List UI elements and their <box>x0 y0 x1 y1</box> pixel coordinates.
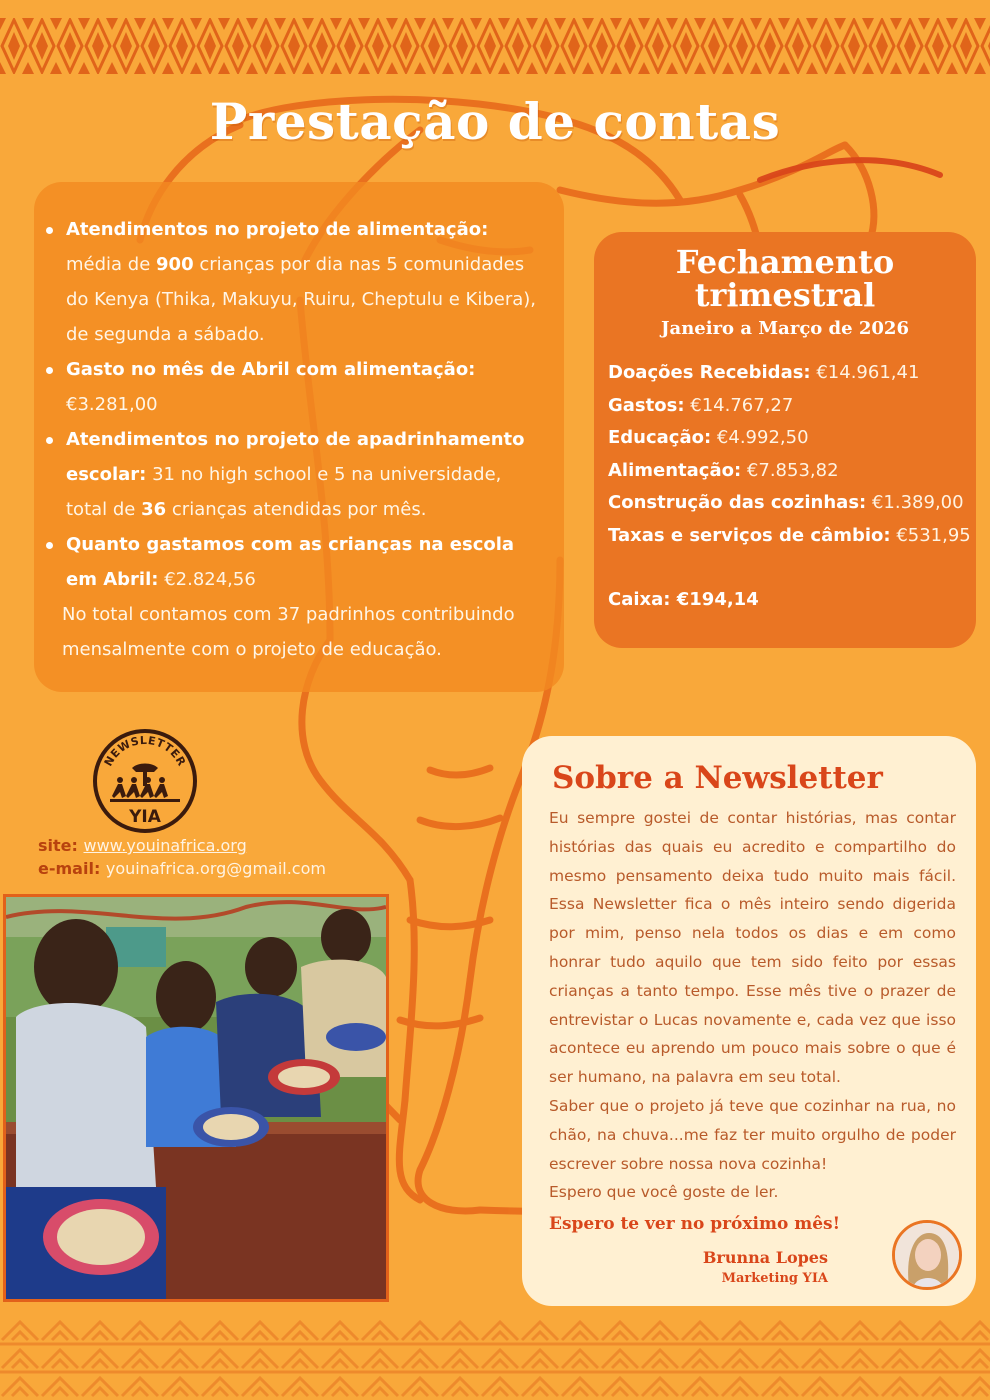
email-address[interactable]: youinafrica.org@gmail.com <box>105 859 326 878</box>
list-item: Gasto no mês de Abril com alimentação: €3.281,00 <box>66 352 548 422</box>
cash-balance: Caixa: €194,14 <box>608 589 759 610</box>
list-item: Atendimentos no projeto de alimentação: média de 900 crianças por dia nas 5 comunidades do Kenya (Thika, Makuyu, Ruiru, Cheptulu e Kibera), de segunda a sábado. <box>66 212 548 352</box>
finance-row: Construção das cozinhas: €1.389,00 <box>608 492 964 513</box>
accountability-panel <box>34 182 564 692</box>
newsletter-body: Eu sempre gostei de contar histórias, mas contar histórias das quais eu acredito e compartilho do mesmo pensamento deixa tudo muito mais fácil. Essa Newsletter fica o mês inteiro sendo digerida por mim, penso nela todos os dias e em como honrar tudo aquilo que tem sido feito por essas crianças a tanto tempo. Esse mês tive o prazer de entrevistar o Lucas novamente e, cada vez que isso acontece eu aprendo um pouco mais sobre o que é ser humano, na palavra em seu total. Saber que o projeto já teve que cozinhar na rua, no chão, na chuva...me faz ter muito orgulho de poder escrever sobre nossa nova cozinha! Espero que você goste de ler. <box>549 809 956 1202</box>
finance-row: Educação: €4.992,50 <box>608 427 809 448</box>
decorative-pattern-bottom <box>0 1316 990 1400</box>
avatar <box>892 1220 962 1290</box>
decorative-pattern-top <box>0 18 990 74</box>
newsletter-panel <box>522 736 976 1306</box>
svg-text:NEWSLETTER: NEWSLETTER <box>101 733 189 769</box>
contact-info: site: www.youinafrica.org e-mail: youinafrica.org@gmail.com <box>38 836 326 878</box>
quarterly-subtitle: Janeiro a Março de 2026 <box>661 318 909 339</box>
children-eating-photo <box>3 894 389 1302</box>
newsletter-title: Sobre a Newsletter <box>552 760 883 796</box>
finance-row: Taxas e serviços de câmbio: €531,95 <box>608 524 971 546</box>
finance-row: Alimentação: €7.853,82 <box>608 459 839 481</box>
list-item: Quanto gastamos com as crianças na escola em Abril: €2.824,56 <box>66 527 548 597</box>
finance-row: Doações Recebidas: €14.961,41 <box>608 362 920 383</box>
newsletter-yia-logo <box>92 728 198 834</box>
svg-text:YIA: YIA <box>129 807 161 827</box>
page-title: Prestação de contas <box>209 92 781 151</box>
quarterly-closing-panel <box>594 232 976 648</box>
closing-line: Espero te ver no próximo mês! <box>549 1214 841 1234</box>
sponsors-summary: No total contamos com 37 padrinhos contribuindo mensalmente com o projeto de educação. <box>62 604 515 660</box>
author-role: Marketing YIA <box>721 1271 828 1286</box>
list-item: Atendimentos no projeto de apadrinhamento escolar: 31 no high school e 5 na universidade, total de 36 crianças atendidas por mês. <box>66 422 548 527</box>
site-link[interactable]: www.youinafrica.org <box>83 836 247 855</box>
author-name: Brunna Lopes <box>702 1248 828 1267</box>
finance-row: Gastos: €14.767,27 <box>608 394 794 416</box>
quarterly-title: Fechamento trimestral <box>675 243 895 314</box>
